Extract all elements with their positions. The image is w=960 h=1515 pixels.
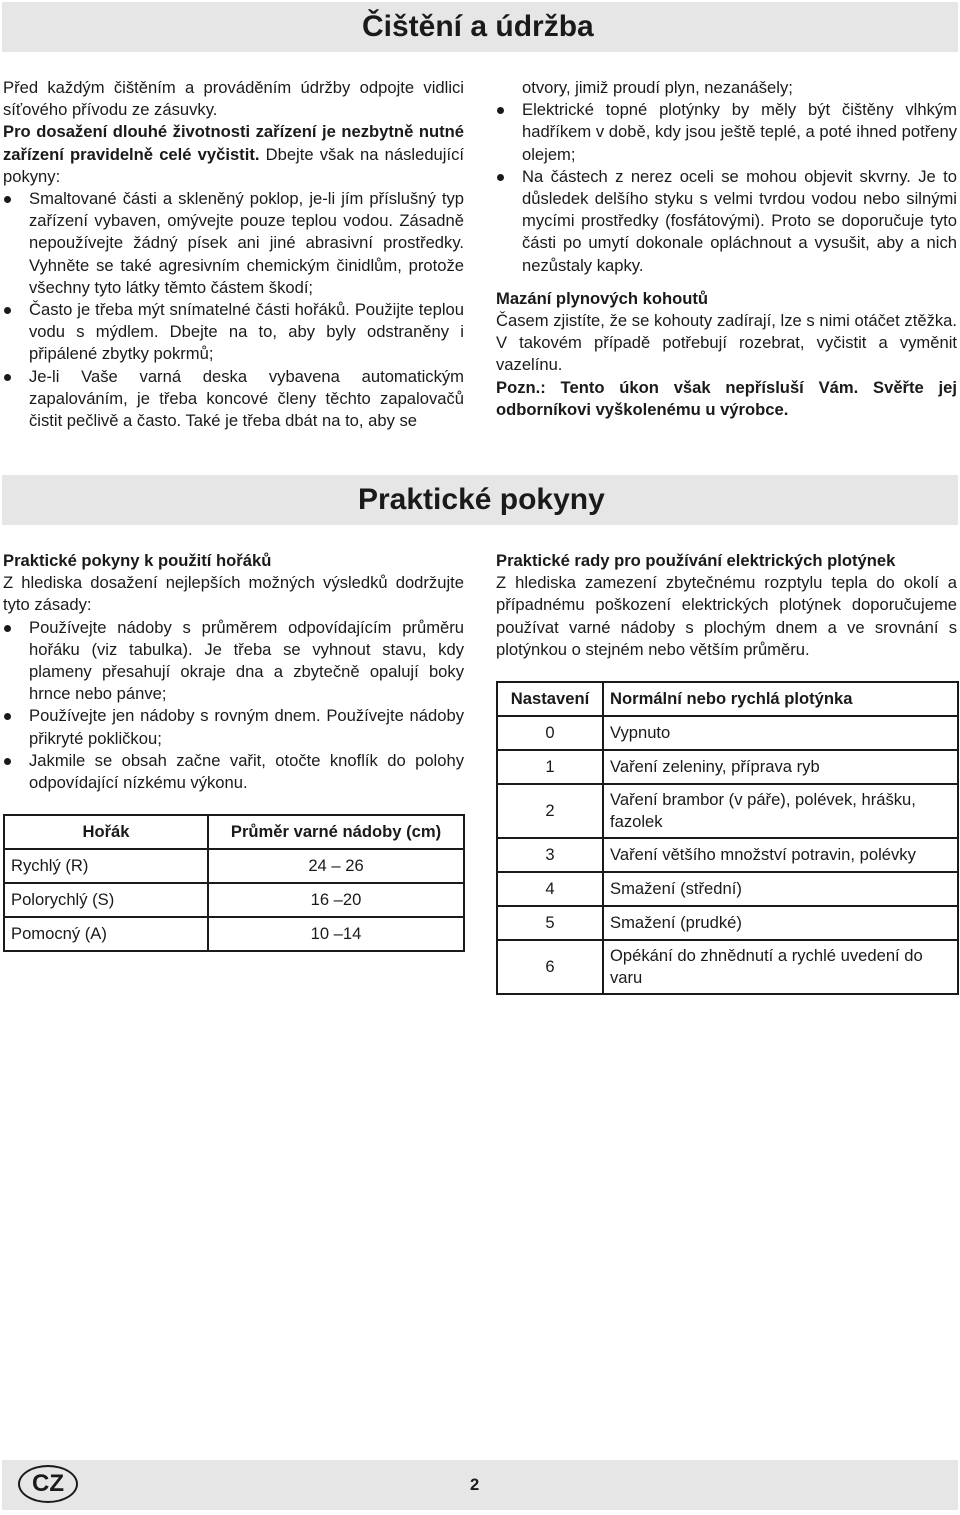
language-badge: CZ: [18, 1465, 78, 1503]
cleaning-intro: Před každým čištěním a prováděním údržby odpojte vidlici síťového přívodu ze zásuvky.: [3, 78, 464, 120]
page-number: 2: [470, 1475, 480, 1494]
table-row: [497, 716, 958, 750]
footer-band: [2, 1460, 958, 1510]
plate-table-header-plate: Normální nebo rychlá plotýnka: [603, 682, 958, 716]
burner-table-header-burner: Hořák: [4, 815, 208, 849]
plates-column: [496, 550, 957, 661]
list-item: Je-li Vaše varná deska vybavena automatickým zapalováním, je třeba koncové členy těchto zapalovačů čistit pečlivě a často. Také je třeba dbát na to, aby se: [3, 366, 464, 433]
section-title: Praktické pokyny: [358, 483, 605, 516]
cleaning-bullets-continued: [496, 77, 957, 277]
table-row: [497, 872, 958, 906]
table-cell: 1: [497, 750, 603, 784]
cleaning-bullets: [3, 188, 464, 432]
taps-text: Časem zjistíte, že se kohouty zadírají, lze s nimi otáčet ztěžka. V takovém případě potřebují rozebrat, vyčistit a vyměnit vazelínu.: [496, 311, 957, 375]
list-item: Elektrické topné plotýnky by měly být čištěny vlhkým hadříkem v době, kdy jsou ještě teplé, a poté ihned potřeny olejem;: [496, 99, 957, 166]
burners-column: [3, 550, 464, 794]
table-cell: Polorychlý (S): [4, 883, 208, 917]
table-row: [4, 883, 464, 917]
table-cell: Rychlý (R): [4, 849, 208, 883]
table-cell: Smažení (prudké): [603, 906, 958, 940]
burner-table-header-diameter: Průměr varné nádoby (cm): [208, 815, 464, 849]
burners-heading: Praktické pokyny k použití hořáků: [3, 551, 272, 570]
table-row: [497, 750, 958, 784]
table-row: [497, 906, 958, 940]
plates-heading: Praktické rady pro používání elektrických plotýnek: [496, 551, 896, 570]
list-item: Často je třeba mýt snímatelné části hořáků. Použijte teplou vodu s mýdlem. Dbejte na to, aby byly odstraněny i připálené zbytky pokrmů;: [3, 299, 464, 366]
table-row: [497, 838, 958, 872]
burner-table: [3, 814, 465, 952]
table-row: [497, 940, 958, 994]
table-cell: Pomocný (A): [4, 917, 208, 951]
list-item: Používejte nádoby s průměrem odpovídajícím průměru hořáku (viz tabulka). Je třeba se vyhnout stavu, kdy plameny přesahují okraje dna a zbytečně opalují boky hrnce nebo pánve;: [3, 617, 464, 706]
table-cell: 16 –20: [208, 883, 464, 917]
table-cell: 5: [497, 906, 603, 940]
plate-table: [496, 681, 959, 995]
cleaning-right-column: [496, 77, 957, 421]
table-row: [4, 917, 464, 951]
table-cell: 4: [497, 872, 603, 906]
table-cell: 10 –14: [208, 917, 464, 951]
cleaning-left-column: [3, 77, 464, 432]
list-item-continuation: otvory, jimiž proudí plyn, nezanášely;: [522, 78, 793, 97]
table-cell: 2: [497, 784, 603, 838]
table-cell: 3: [497, 838, 603, 872]
table-cell: 6: [497, 940, 603, 994]
table-cell: 0: [497, 716, 603, 750]
cleaning-warning-bold: Pro dosažení dlouhé životnosti zařízení je nezbytně nutné zařízení pravidelně celé vyčistit.: [3, 122, 464, 164]
plates-text: Z hlediska zamezení zbytečnému rozptylu tepla do okolí a případnému poškození elektrických plotýnek doporučujeme používat varné nádoby s plochým dnem a ve srovnání s plotýnkou o stejném nebo větším průměru.: [496, 573, 957, 659]
plate-table-header-setting: Nastavení: [497, 682, 603, 716]
table-cell: Opékání do zhnědnutí a rychlé uvedení do varu: [603, 940, 958, 994]
list-item: Jakmile se obsah začne vařit, otočte knoflík do polohy odpovídající nízkému výkonu.: [3, 750, 464, 794]
table-cell: 24 – 26: [208, 849, 464, 883]
table-row: [4, 849, 464, 883]
taps-heading: Mazání plynových kohoutů: [496, 288, 709, 308]
page-title: Čištění a údržba: [362, 10, 594, 43]
taps-note: Pozn.: Tento úkon však nepřísluší Vám. Svěřte jej odborníkovi vyškolenému u výrobce.: [496, 377, 957, 419]
table-row: [497, 784, 958, 838]
list-item: Smaltované části a skleněný poklop, je-li jím příslušný typ zařízení vybaven, omývejte pouze teplou vodou. Zásadně nepoužívejte žádný písek ani jiné abrasivní prostředky. Vyhněte se také agresivním chemickým činidlům, protože všechny tyto látky těmto částem škodí;: [3, 188, 464, 299]
list-item: Na částech z nerez oceli se mohou objevit skvrny. Je to důsledek delšího styku s velmi tvrdou vodou nebo silnými mycími prostředky (fosfátovými). Proto se doporučuje tyto části po umytí dokonale opláchnout a vysušit, aby a nich nezůstaly kapky.: [496, 166, 957, 277]
table-cell: Vaření většího množství potravin, polévky: [603, 838, 958, 872]
cleaning-warning: [3, 121, 464, 188]
table-cell: Vypnuto: [603, 716, 958, 750]
burners-intro: Z hlediska dosažení nejlepších možných výsledků dodržujte tyto zásady:: [3, 573, 464, 615]
table-cell: Vaření zeleniny, příprava ryb: [603, 750, 958, 784]
table-cell: Smažení (střední): [603, 872, 958, 906]
cleaning-warning-rest: Dbejte však na následující pokyny:: [3, 144, 464, 186]
table-cell: Vaření brambor (v páře), polévek, hrášku, fazolek: [603, 784, 958, 838]
burners-bullets: [3, 617, 464, 795]
list-item: Používejte jen nádoby s rovným dnem. Používejte nádoby přikryté pokličkou;: [3, 705, 464, 749]
